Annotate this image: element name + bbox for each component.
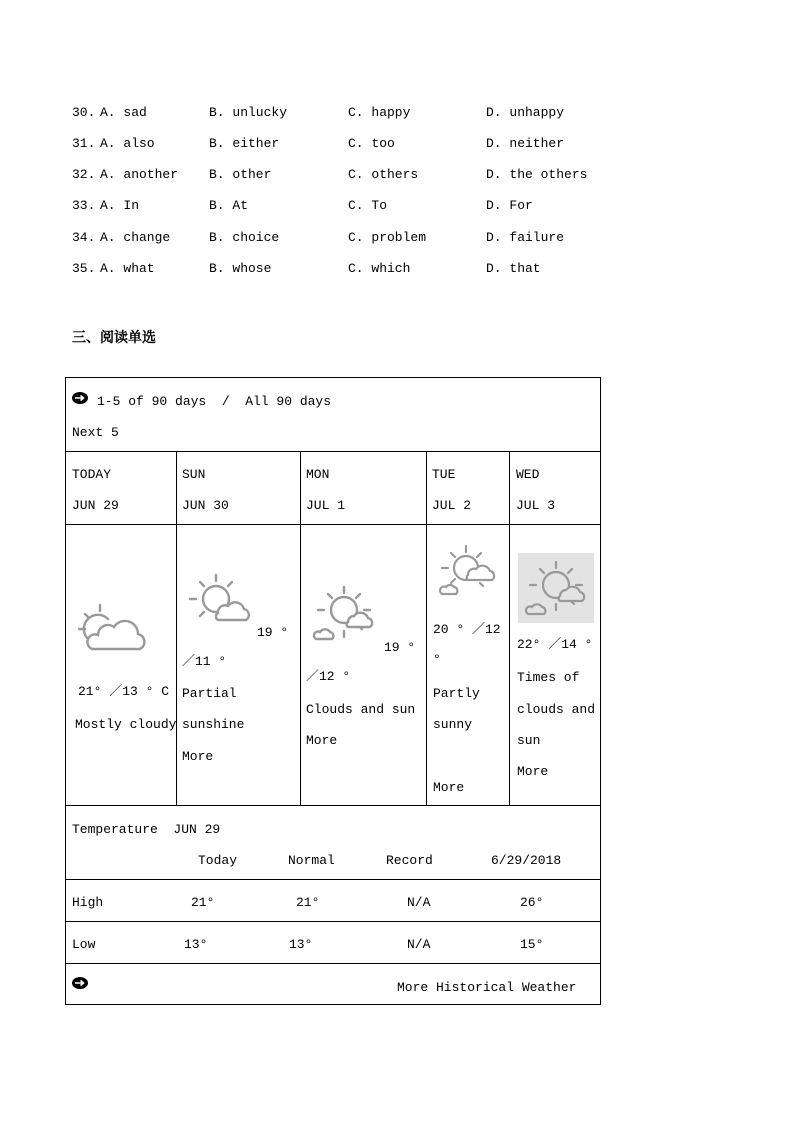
day-label: SUN <box>182 467 206 482</box>
table-cell: N/A <box>407 895 431 910</box>
option-d: D. that <box>486 261 541 276</box>
divider <box>66 963 600 964</box>
divider <box>66 805 600 806</box>
option-a: A. sad <box>100 105 147 120</box>
table-cell: 13° <box>289 937 313 952</box>
more-link[interactable]: More <box>182 749 214 764</box>
temperature-range: 21° ／13 ° C <box>78 684 170 699</box>
option-a: A. another <box>100 167 179 182</box>
date-label: JUL 2 <box>432 498 472 513</box>
more-link[interactable]: More <box>306 733 338 748</box>
temperature-high: 19 ° <box>257 625 289 640</box>
option-a: A. In <box>100 198 140 213</box>
partly-sunny-icon <box>186 573 252 629</box>
option-a: A. what <box>100 261 155 276</box>
table-cell: 21° <box>296 895 320 910</box>
option-b: B. unlucky <box>209 105 288 120</box>
option-d: D. the others <box>486 167 588 182</box>
temperature-low: ／12 ° <box>306 669 351 684</box>
question-number: 30. <box>72 105 96 120</box>
option-c: C. which <box>348 261 411 276</box>
option-c: C. happy <box>348 105 411 120</box>
weather-description: sun <box>517 733 541 748</box>
divider <box>66 879 600 880</box>
option-a: A. also <box>100 136 155 151</box>
option-a: A. change <box>100 230 171 245</box>
column-header: Today <box>198 853 238 868</box>
weather-description: clouds and <box>517 702 596 717</box>
divider <box>66 451 600 452</box>
weather-description: Mostly cloudy <box>75 717 177 732</box>
divider <box>300 451 301 805</box>
temperature-range: 22° ／14 ° <box>517 637 593 652</box>
row-label: High <box>72 895 104 910</box>
table-cell: 13° <box>184 937 208 952</box>
option-d: D. failure <box>486 230 565 245</box>
option-c: C. others <box>348 167 419 182</box>
question-number: 31. <box>72 136 96 151</box>
day-label: TUE <box>432 467 456 482</box>
clouds-and-sun-icon <box>520 556 592 620</box>
more-link[interactable]: More <box>433 780 465 795</box>
table-cell: 21° <box>191 895 215 910</box>
option-d: D. For <box>486 198 533 213</box>
column-header: 6/29/2018 <box>491 853 562 868</box>
divider <box>176 451 177 805</box>
divider <box>426 451 427 805</box>
temperature-high: 19 ° <box>384 640 416 655</box>
weather-table <box>65 377 601 1005</box>
day-label: WED <box>516 467 540 482</box>
table-cell: 15° <box>520 937 544 952</box>
option-d: D. unhappy <box>486 105 565 120</box>
temperature-unit: ° <box>433 652 441 667</box>
more-link[interactable]: More <box>517 764 549 779</box>
divider <box>509 451 510 805</box>
date-label: JUL 1 <box>306 498 346 513</box>
section-title: 三、阅读单选 <box>72 330 156 346</box>
historical-weather-link[interactable]: More Historical Weather <box>397 980 577 995</box>
weather-description: Times of <box>517 670 580 685</box>
temperature-low: ／11 ° <box>182 654 227 669</box>
question-number: 35. <box>72 261 96 276</box>
option-c: C. too <box>348 136 395 151</box>
divider <box>66 921 600 922</box>
option-c: C. problem <box>348 230 427 245</box>
option-b: B. choice <box>209 230 280 245</box>
arrow-circle-icon[interactable] <box>72 390 88 406</box>
date-label: JUL 3 <box>516 498 556 513</box>
date-label: JUN 29 <box>72 498 119 513</box>
question-number: 33. <box>72 198 96 213</box>
option-c: C. To <box>348 198 388 213</box>
mostly-cloudy-icon <box>78 603 148 653</box>
option-b: B. At <box>209 198 249 213</box>
option-b: B. either <box>209 136 280 151</box>
partly-sunny-icon <box>438 544 498 600</box>
table-cell: N/A <box>407 937 431 952</box>
weather-description: Clouds and sun <box>306 702 416 717</box>
temperature-range: 20 ° ／12 <box>433 622 501 637</box>
question-number: 32. <box>72 167 96 182</box>
day-label: TODAY <box>72 467 112 482</box>
table-cell: 26° <box>520 895 544 910</box>
column-header: Record <box>386 853 433 868</box>
clouds-and-sun-icon <box>312 585 378 645</box>
weather-description: Partly <box>433 686 480 701</box>
arrow-circle-icon[interactable] <box>72 975 88 991</box>
pagination-text[interactable]: 1-5 of 90 days / All 90 days <box>97 394 332 409</box>
date-label: JUN 30 <box>182 498 229 513</box>
weather-description: sunshine <box>182 717 245 732</box>
option-b: B. other <box>209 167 272 182</box>
next-link[interactable]: Next 5 <box>72 425 119 440</box>
option-d: D. neither <box>486 136 565 151</box>
weather-description: sunny <box>433 717 473 732</box>
divider <box>66 524 600 525</box>
column-header: Normal <box>288 853 335 868</box>
temperature-title: Temperature JUN 29 <box>72 822 221 837</box>
day-label: MON <box>306 467 330 482</box>
row-label: Low <box>72 937 96 952</box>
weather-description: Partial <box>182 686 237 701</box>
question-number: 34. <box>72 230 96 245</box>
option-b: B. whose <box>209 261 272 276</box>
